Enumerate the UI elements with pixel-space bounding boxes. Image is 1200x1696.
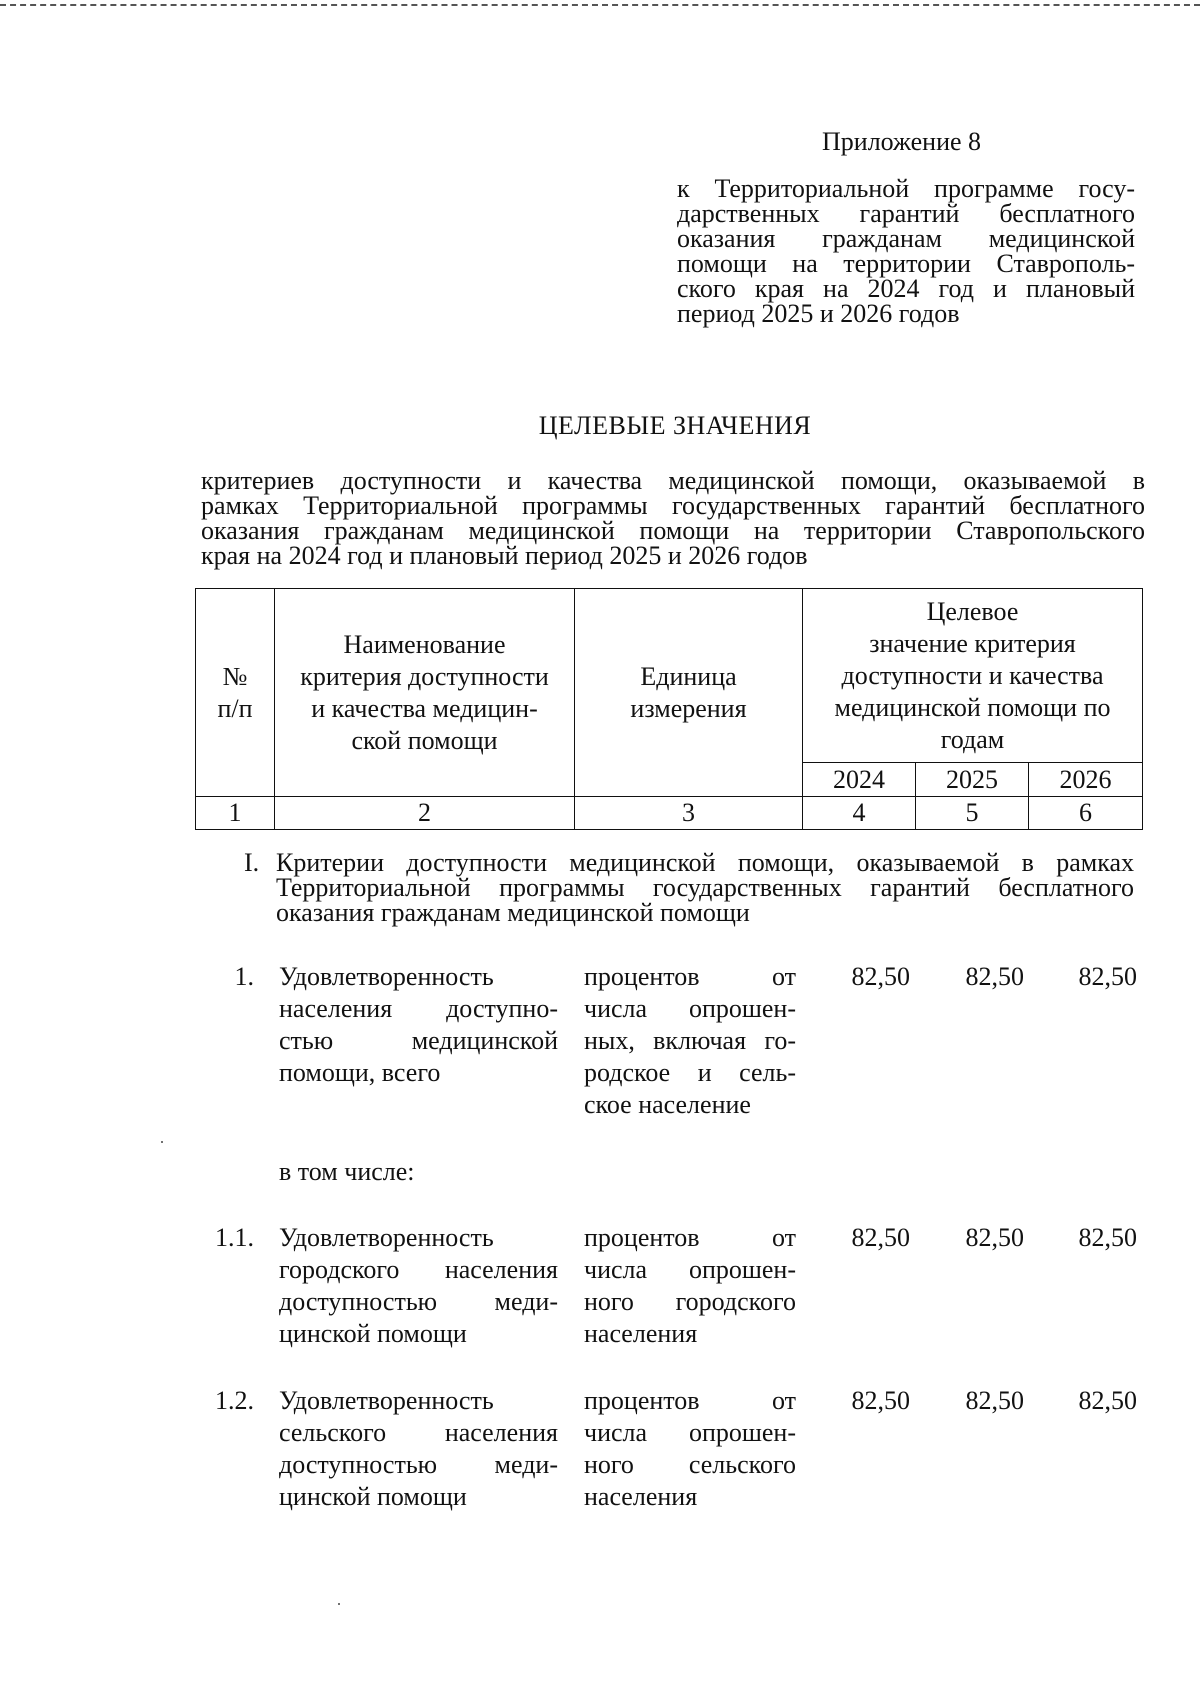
column-number: 2 bbox=[275, 797, 575, 830]
row-unit bbox=[584, 1385, 796, 1513]
subtitle-line: критериев доступности и качества медицинской помощи, оказываемой в bbox=[201, 466, 1145, 495]
column-number: 3 bbox=[575, 797, 803, 830]
row-value-2025: 82,50 bbox=[965, 962, 1024, 991]
header-name-line: Наименование bbox=[343, 629, 506, 659]
appendix-reference bbox=[677, 176, 1135, 326]
row-name-line: городского населения bbox=[279, 1255, 558, 1284]
row-name-line: населения доступно- bbox=[279, 994, 558, 1023]
appendix-ref-line: дарственных гарантий бесплатного bbox=[677, 199, 1135, 228]
header-name-cell bbox=[275, 589, 575, 797]
row-unit bbox=[584, 961, 796, 1121]
row-value-2026: 82,50 bbox=[1078, 1223, 1137, 1252]
row-name-line: цинской помощи bbox=[279, 1482, 467, 1511]
document-title: ЦЕЛЕВЫЕ ЗНАЧЕНИЯ bbox=[538, 411, 812, 440]
row-value-2024: 82,50 bbox=[851, 1386, 910, 1415]
row-value-2025: 82,50 bbox=[965, 1223, 1024, 1252]
header-name-line: ской помощи bbox=[351, 725, 498, 755]
row-value-2024: 82,50 bbox=[851, 1223, 910, 1252]
row-value-2026: 82,50 bbox=[1078, 1386, 1137, 1415]
appendix-ref-line: ского края на 2024 год и плановый bbox=[677, 274, 1135, 303]
row-name-line: стью медицинской bbox=[279, 1026, 558, 1055]
row-number: 1.2. bbox=[215, 1386, 254, 1415]
header-unit-cell bbox=[575, 589, 803, 797]
row-value-2025: 82,50 bbox=[965, 1386, 1024, 1415]
row-unit-line: родское и сель- bbox=[584, 1058, 796, 1087]
header-year-2025: 2025 bbox=[916, 763, 1029, 797]
row-unit-line: процентов от bbox=[584, 1223, 796, 1252]
section-heading-line: оказания гражданам медицинской помощи bbox=[276, 898, 750, 927]
subtitle-line: края на 2024 год и плановый период 2025 и 2026 годов bbox=[201, 541, 808, 570]
appendix-ref-line: к Территориальной программе госу- bbox=[677, 174, 1135, 203]
header-unit-line: Единица bbox=[640, 661, 737, 691]
row-unit bbox=[584, 1222, 796, 1350]
appendix-ref-line: период 2025 и 2026 годов bbox=[677, 299, 960, 328]
scan-speck bbox=[338, 1603, 340, 1605]
column-number: 5 bbox=[916, 797, 1029, 830]
row-unit-line: ного городского bbox=[584, 1287, 796, 1316]
header-num-cell bbox=[196, 589, 275, 797]
row-criterion-name bbox=[279, 961, 558, 1089]
row-value-2024: 82,50 bbox=[851, 962, 910, 991]
row-name-line: сельского населения bbox=[279, 1418, 558, 1447]
row-name-line: доступностью меди- bbox=[279, 1287, 558, 1316]
header-unit-line: измерения bbox=[630, 693, 747, 723]
header-year-2026: 2026 bbox=[1029, 763, 1143, 797]
appendix-ref-line: оказания гражданам медицинской bbox=[677, 224, 1135, 253]
header-target-line: Целевое bbox=[926, 596, 1019, 626]
row-number: 1. bbox=[234, 962, 254, 991]
subtitle-line: оказания гражданам медицинской помощи на территории Ставропольского bbox=[201, 516, 1145, 545]
row-unit-line: числа опрошен- bbox=[584, 994, 796, 1023]
section-heading-line: Территориальной программы государственных гарантий бесплатного bbox=[276, 873, 1134, 902]
row-name-line: цинской помощи bbox=[279, 1319, 467, 1348]
row-unit-line: ское население bbox=[584, 1090, 751, 1119]
row-name-line: Удовлетворенность bbox=[279, 1223, 494, 1252]
row-name-line: Удовлетворенность bbox=[279, 1386, 494, 1415]
header-name-line: и качества медицин- bbox=[311, 693, 538, 723]
appendix-title: Приложение 8 bbox=[822, 127, 982, 156]
header-target-line: медицинской помощи по bbox=[834, 692, 1111, 722]
row-unit-line: ных, включая го- bbox=[584, 1026, 796, 1055]
row-unit-line: населения bbox=[584, 1482, 698, 1511]
subtitle-line: рамках Территориальной программы государственных гарантий бесплатного bbox=[201, 491, 1145, 520]
row-number: 1.1. bbox=[215, 1223, 254, 1252]
column-number: 4 bbox=[803, 797, 916, 830]
header-num-line: п/п bbox=[217, 693, 253, 723]
section-number: I. bbox=[244, 848, 260, 877]
header-target-line: годам bbox=[940, 724, 1005, 754]
row-criterion-name bbox=[279, 1222, 558, 1350]
column-number: 1 bbox=[196, 797, 275, 830]
row-name-line: доступностью меди- bbox=[279, 1450, 558, 1479]
row-unit-line: числа опрошен- bbox=[584, 1418, 796, 1447]
row-unit-line: процентов от bbox=[584, 1386, 796, 1415]
row-criterion-name bbox=[279, 1385, 558, 1513]
row-unit-line: ного сельского bbox=[584, 1450, 796, 1479]
criteria-header-table bbox=[195, 588, 1143, 830]
header-num-line: № bbox=[222, 661, 248, 691]
section-heading-line: Критерии доступности медицинской помощи, оказываемой в рамках bbox=[276, 848, 1134, 877]
header-target-line: доступности и качества bbox=[841, 660, 1104, 690]
appendix-ref-line: помощи на территории Ставрополь- bbox=[677, 249, 1135, 278]
scan-speck bbox=[161, 1141, 163, 1143]
row-unit-line: числа опрошен- bbox=[584, 1255, 796, 1284]
header-year-2024: 2024 bbox=[803, 763, 916, 797]
column-number: 6 bbox=[1029, 797, 1143, 830]
section-heading bbox=[244, 850, 1134, 925]
header-target-line: значение критерия bbox=[869, 628, 1076, 658]
row-value-2026: 82,50 bbox=[1078, 962, 1137, 991]
row-unit-line: населения bbox=[584, 1319, 698, 1348]
document-subtitle bbox=[201, 468, 1145, 568]
row-unit-line: процентов от bbox=[584, 962, 796, 991]
header-name-line: критерия доступности bbox=[300, 661, 549, 691]
scan-top-edge bbox=[0, 4, 1200, 6]
row-name-line: помощи, всего bbox=[279, 1058, 441, 1087]
row-name-line: Удовлетворенность bbox=[279, 962, 494, 991]
inclusive-label: в том числе: bbox=[279, 1157, 415, 1186]
header-target-cell bbox=[803, 589, 1143, 763]
